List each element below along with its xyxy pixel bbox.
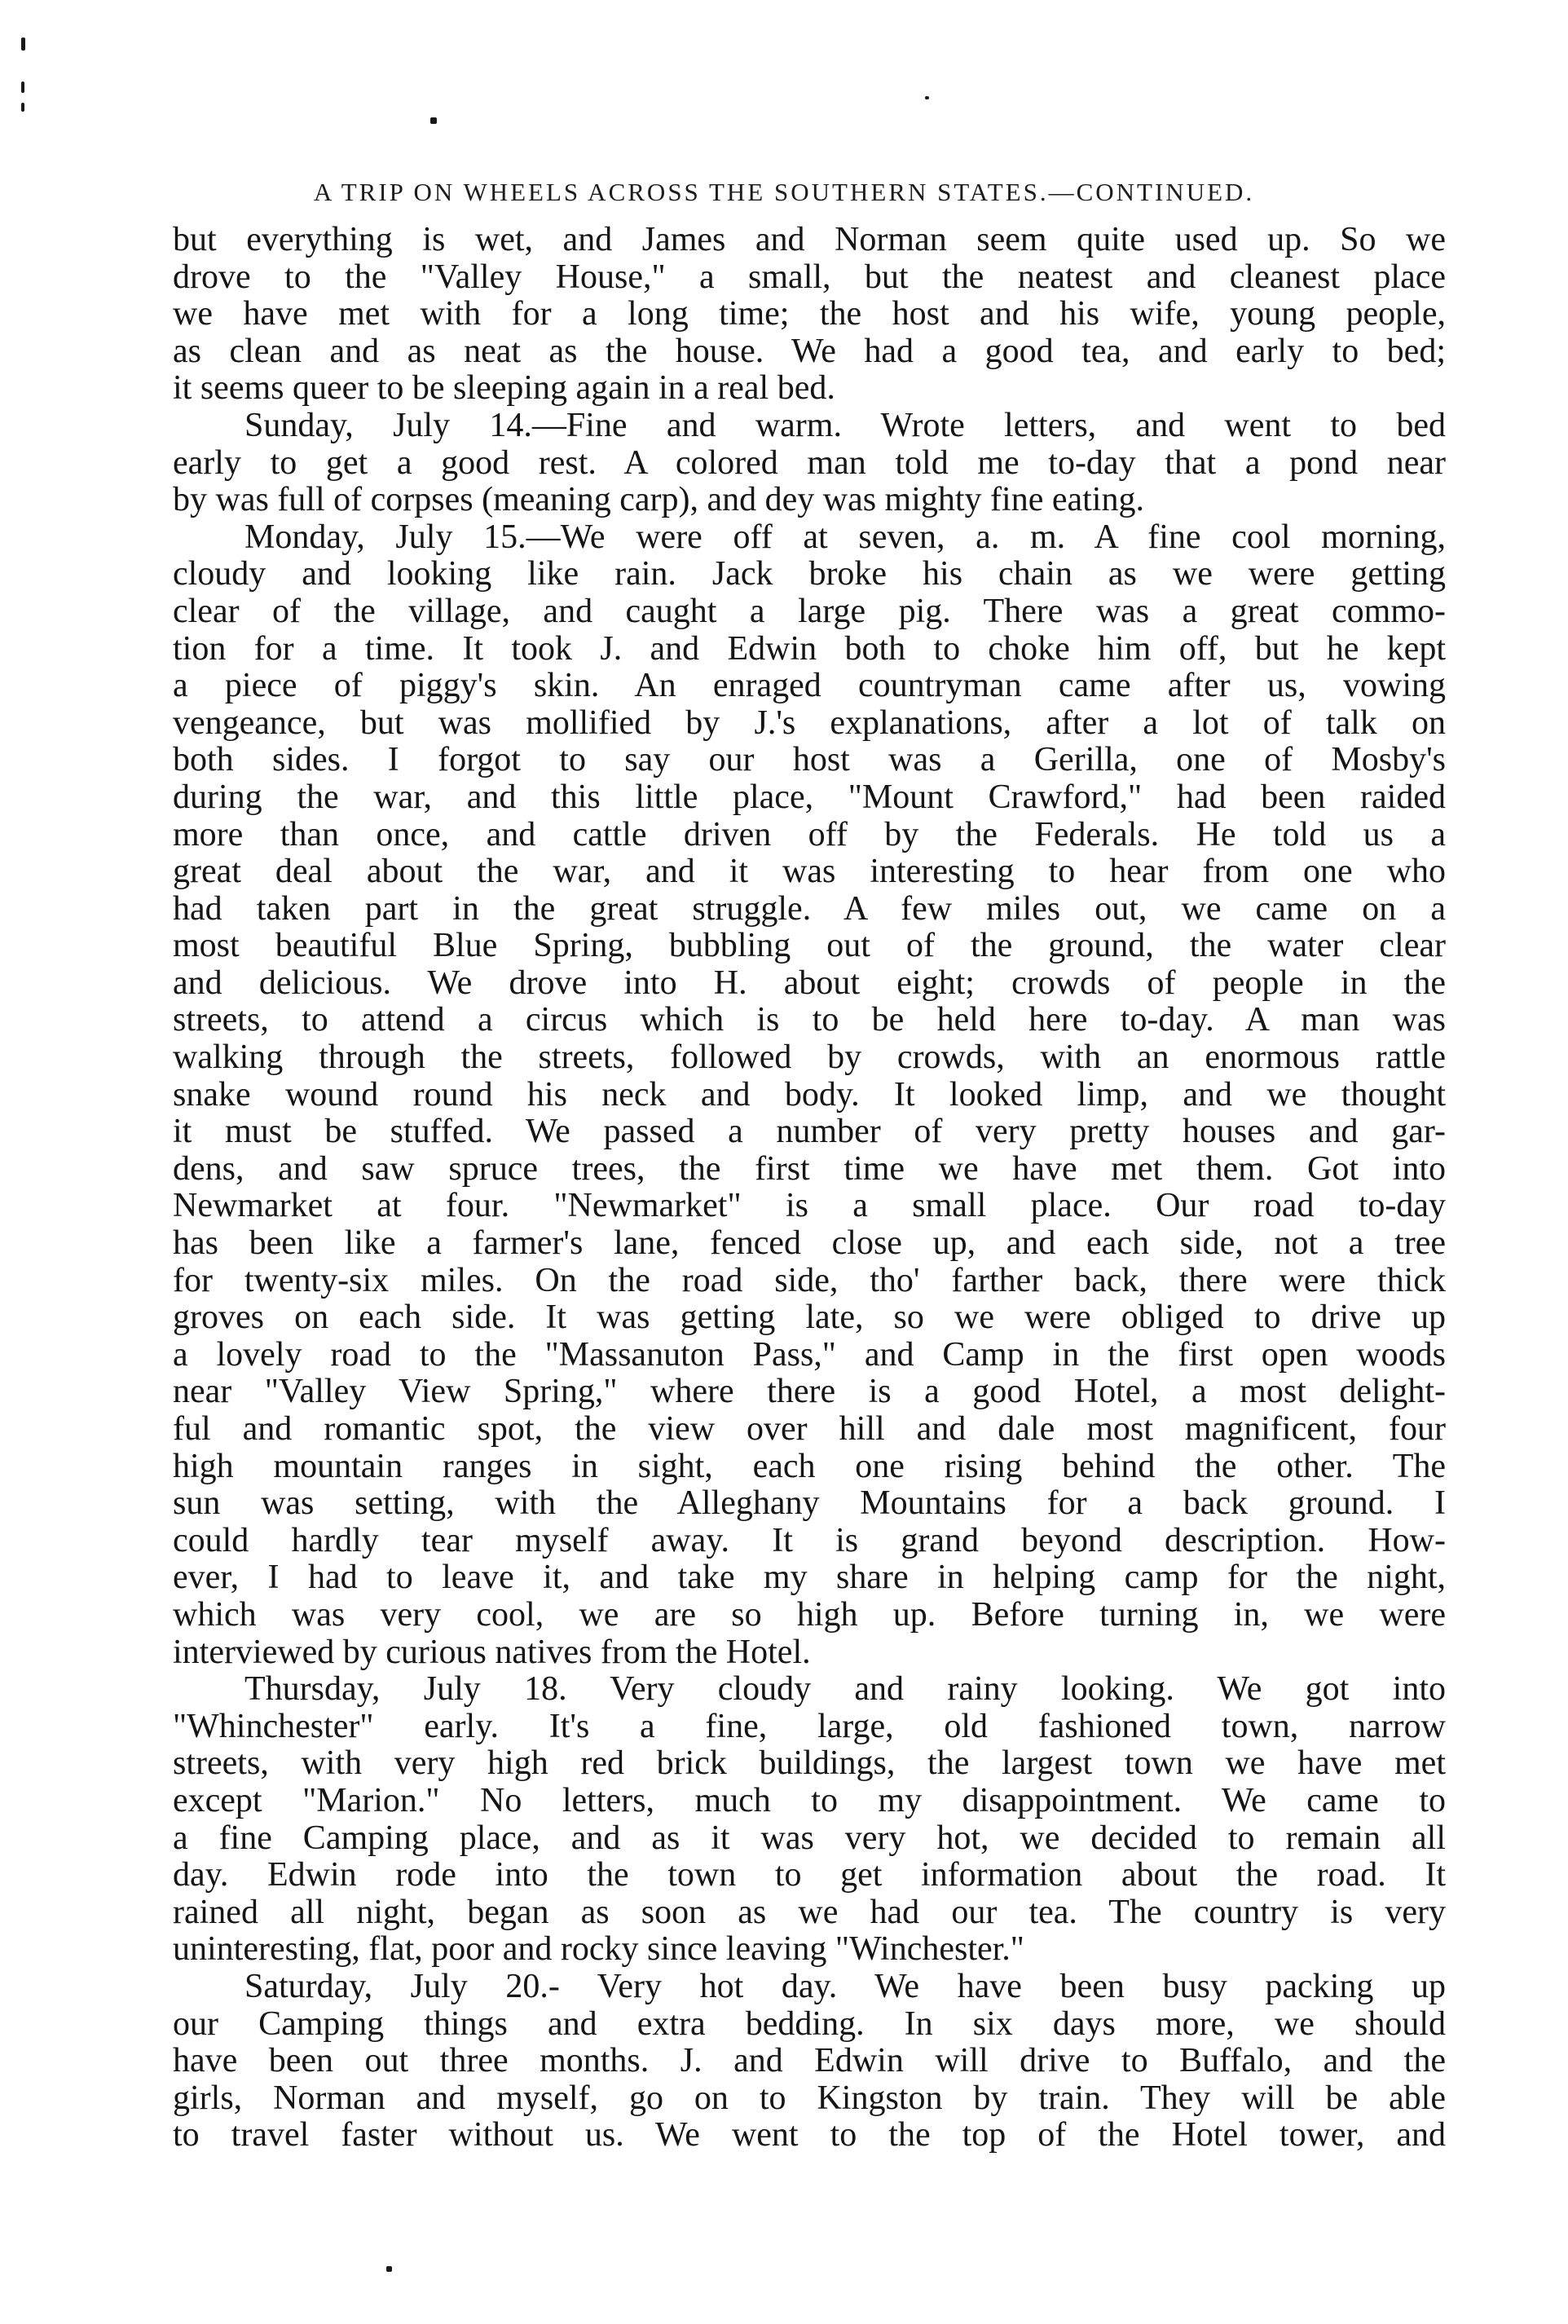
text-line: for twenty-six miles. On the road side, tho' farther back, there were thick	[173, 1262, 1446, 1299]
text-line: high mountain ranges in sight, each one rising behind the other. The	[173, 1448, 1446, 1485]
text-line: most beautiful Blue Spring, bubbling out of the ground, the water clear	[173, 928, 1446, 965]
text-line: tion for a time. It took J. and Edwin both to choke him off, but he kept	[173, 630, 1446, 668]
text-line: Saturday, July 20.- Very hot day. We have been busy packing up	[244, 1968, 1446, 2005]
text-line: have been out three months. J. and Edwin will drive to Buffalo, and the	[173, 2043, 1446, 2080]
text-line: girls, Norman and myself, go on to Kingston by train. They will be able	[173, 2079, 1446, 2117]
text-line: we have met with for a long time; the host and his wife, young people,	[173, 296, 1446, 333]
text-line: Thursday, July 18. Very cloudy and rainy looking. We got into	[244, 1671, 1446, 1709]
scan-speck-1	[21, 37, 25, 51]
text-line: early to get a good rest. A colored man told me to-day that a pond near	[173, 444, 1446, 482]
text-line: Sunday, July 14.—Fine and warm. Wrote letters, and went to bed	[244, 407, 1446, 444]
text-line: day. Edwin rode into the town to get information about the road. It	[173, 1857, 1446, 1894]
scan-speck-3	[21, 103, 24, 112]
text-line: had taken part in the great struggle. A few miles out, we came on a	[173, 890, 1446, 928]
running-header: A TRIP ON WHEELS ACROSS THE SOUTHERN STATES.—CONTINUED.	[313, 178, 1255, 206]
text-line: except "Marion." No letters, much to my disappointment. We came to	[173, 1782, 1446, 1819]
text-line: near "Valley View Spring," where there is a good Hotel, a most delight-	[173, 1374, 1446, 1411]
text-line: groves on each side. It was getting late, so we were obliged to drive up	[173, 1299, 1446, 1337]
text-line: dens, and saw spruce trees, the first time we have met them. Got into	[173, 1150, 1446, 1188]
scan-speck-5	[925, 96, 929, 99]
text-line: it must be stuffed. We passed a number of very pretty houses and gar-	[173, 1113, 1446, 1151]
text-line: ever, I had to leave it, and take my share in helping camp for the night,	[173, 1559, 1446, 1597]
text-line: it seems queer to be sleeping again in a real bed.	[173, 370, 835, 408]
text-line: to travel faster without us. We went to the top of the Hotel tower, and	[173, 2117, 1446, 2154]
text-line: Newmarket at four. "Newmarket" is a small place. Our road to-day	[173, 1188, 1446, 1225]
text-line: walking through the streets, followed by crowds, with an enormous rattle	[173, 1039, 1446, 1077]
text-line: snake wound round his neck and body. It looked limp, and we thought	[173, 1076, 1446, 1113]
text-line: ful and romantic spot, the view over hill and dale most magnificent, four	[173, 1411, 1446, 1448]
text-line: could hardly tear myself away. It is grand beyond description. How-	[173, 1522, 1446, 1559]
text-line: streets, to attend a circus which is to be held here to-day. A man was	[173, 1002, 1446, 1039]
text-line: a fine Camping place, and as it was very hot, we decided to remain all	[173, 1819, 1446, 1857]
text-line: has been like a farmer's lane, fenced close up, and each side, not a tree	[173, 1225, 1446, 1263]
text-line: a piece of piggy's skin. An enraged countryman came after us, vowing	[173, 668, 1446, 705]
text-line: during the war, and this little place, "Mount Crawford," had been raided	[173, 778, 1446, 816]
text-line: which was very cool, we are so high up. Before turning in, we were	[173, 1596, 1446, 1634]
article-body	[173, 222, 1446, 2154]
text-line: both sides. I forgot to say our host was a Gerilla, one of Mosby's	[173, 742, 1446, 779]
text-line: streets, with very high red brick buildings, the largest town we have met	[173, 1745, 1446, 1783]
text-line: our Camping things and extra bedding. In six days more, we should	[173, 2005, 1446, 2043]
scan-speck-4	[430, 117, 437, 124]
text-line: as clean and as neat as the house. We had a good tea, and early to bed;	[173, 333, 1446, 370]
text-line: cloudy and looking like rain. Jack broke his chain as we were getting	[173, 556, 1446, 593]
text-line: more than once, and cattle driven off by the Federals. He told us a	[173, 816, 1446, 853]
text-line: drove to the "Valley House," a small, but the neatest and cleanest place	[173, 258, 1446, 296]
text-line: Monday, July 15.—We were off at seven, a. m. A fine cool morning,	[244, 518, 1446, 556]
text-line: "Whinchester" early. It's a fine, large, old fashioned town, narrow	[173, 1708, 1446, 1745]
text-line: a lovely road to the "Massanuton Pass," and Camp in the first open woods	[173, 1336, 1446, 1374]
text-line: and delicious. We drove into H. about eight; crowds of people in the	[173, 964, 1446, 1002]
text-line: by was full of corpses (meaning carp), and dey was mighty fine eating.	[173, 482, 1144, 519]
text-line: but everything is wet, and James and Norman seem quite used up. So we	[173, 222, 1446, 258]
text-line: interviewed by curious natives from the Hotel.	[173, 1634, 811, 1671]
scan-speck-6	[386, 2266, 392, 2272]
text-line: clear of the village, and caught a large pig. There was a great commo-	[173, 593, 1446, 630]
text-line: rained all night, began as soon as we had our tea. The country is very	[173, 1894, 1446, 1931]
text-line: sun was setting, with the Alleghany Mountains for a back ground. I	[173, 1485, 1446, 1523]
scan-speck-2	[21, 82, 24, 93]
text-line: great deal about the war, and it was interesting to hear from one who	[173, 853, 1446, 891]
text-line: vengeance, but was mollified by J.'s explanations, after a lot of talk on	[173, 704, 1446, 742]
text-line: uninteresting, flat, poor and rocky since leaving "Winchester."	[173, 1931, 1024, 1969]
